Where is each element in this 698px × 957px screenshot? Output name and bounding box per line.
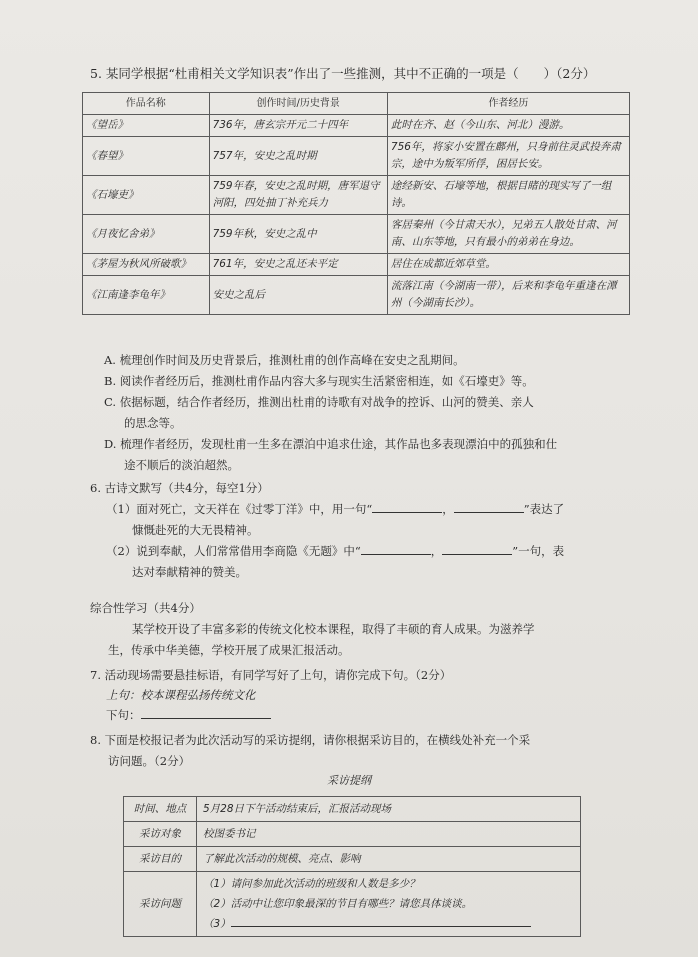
table-cell: 流落江南（今湖南一带），后来和李龟年重逢在潭州（今湖南长沙）。 <box>387 276 629 315</box>
interview-question: （1）请问参加此次活动的班级和人数是多少？ <box>203 878 420 890</box>
option-a: A. 梳理创作时间及历史背景后，推测杜甫的创作高峰在安史之乱期间。 <box>104 353 465 367</box>
table-cell: 居住在成都近郊草堂。 <box>387 254 629 276</box>
table-row <box>124 847 581 872</box>
questions-cell <box>197 872 581 937</box>
table-cell: 761年，安史之乱还未平定 <box>209 254 387 276</box>
separator: ， <box>430 544 443 558</box>
interview-outline-caption: 采访提纲 <box>327 774 371 787</box>
question-8-title-cont: 访问题。（2分） <box>108 754 191 768</box>
question-8 <box>90 730 650 772</box>
answer-blank[interactable] <box>141 706 271 719</box>
lower-label: 下句： <box>106 708 141 722</box>
section-intro-cont: 生，传承中华美德，学校开展了成果汇报活动。 <box>108 643 350 657</box>
table-cell: 途经新安、石壕等地，根据目睹的现实写了一组诗。 <box>387 176 629 215</box>
answer-blank[interactable] <box>231 914 531 927</box>
question-6-title: 6. 古诗文默写（共4分，每空1分） <box>90 481 269 495</box>
question-6-item-1 <box>90 499 650 520</box>
question-5-title: 5. 某同学根据“杜甫相关文学知识表”作出了一些推测，其中不正确的一项是（ ）（2分） <box>90 66 596 81</box>
table-row <box>83 276 630 315</box>
question-6 <box>90 478 650 583</box>
table-cell: 《茅屋为秋风所破歌》 <box>83 254 210 276</box>
table-cell: 《月夜忆舍弟》 <box>83 215 210 254</box>
row-key: 时间、地点 <box>124 797 197 822</box>
option-d: D. 梳理作者经历，发现杜甫一生多在漂泊中追求仕途，其作品也多表现漂泊中的孤独和仕 <box>104 437 558 451</box>
table-row <box>83 115 630 137</box>
du-fu-knowledge-table <box>82 92 630 315</box>
section-intro: 某学校开设了丰富多彩的传统文化校本课程，取得了丰硕的育人成果。为滋养学 <box>132 622 535 636</box>
table-cell: 《望岳》 <box>83 115 210 137</box>
comprehensive-study-section <box>90 598 650 661</box>
question-8-title: 8. 下面是校报记者为此次活动写的采访提纲，请你根据采访目的，在横线处补充一个采 <box>90 733 531 747</box>
interview-question: （2）活动中让您印象最深的节目有哪些？请您具体谈谈。 <box>203 898 473 910</box>
table-cell: 759年春，安史之乱时期，唐军退守河阳，四处抽丁补充兵力 <box>209 176 387 215</box>
row-value: 5月28日下午活动结束后，汇报活动现场 <box>197 797 581 822</box>
interview-outline-table <box>123 796 581 937</box>
table-cell: 此时在齐、赵（今山东、河北）漫游。 <box>387 115 629 137</box>
option-d-cont: 途不顺后的淡泊超然。 <box>124 458 239 472</box>
table-row <box>124 822 581 847</box>
option-c: C. 依据标题，结合作者经历，推测出杜甫的诗歌有对战争的控诉、山河的赞美、亲人 <box>104 395 534 409</box>
question-6-item-2 <box>90 541 650 562</box>
table-cell: 安史之乱后 <box>209 276 387 315</box>
lower-line <box>90 705 650 725</box>
table-header: 作品名称 <box>83 93 210 115</box>
table-row <box>83 137 630 176</box>
table-row <box>124 872 581 937</box>
table-row <box>83 254 630 276</box>
table-cell: 736年，唐玄宗开元二十四年 <box>209 115 387 137</box>
table-row <box>83 215 630 254</box>
row-value: 校图委书记 <box>197 822 581 847</box>
item-1-continuation: 慷慨赴死的大无畏精神。 <box>132 523 259 537</box>
answer-blank[interactable] <box>442 542 512 555</box>
section-title: 综合性学习（共4分） <box>90 601 201 615</box>
question-number: （3） <box>203 918 231 930</box>
item-2-text-end: ”一句，表 <box>512 544 565 558</box>
answer-blank[interactable] <box>361 542 431 555</box>
table-cell: 759年秋，安史之乱中 <box>209 215 387 254</box>
option-c-cont: 的思念等。 <box>124 416 182 430</box>
table-cell: 757年，安史之乱时期 <box>209 137 387 176</box>
answer-blank[interactable] <box>372 500 442 513</box>
item-1-text-end: ”表达了 <box>523 502 565 516</box>
table-cell: 客居秦州（今甘肃天水），兄弟五人散处甘肃、河南、山东等地，只有最小的弟弟在身边。 <box>387 215 629 254</box>
answer-blank[interactable] <box>454 500 524 513</box>
item-2-text: （2）说到奉献，人们常常借用李商隐《无题》中“ <box>106 544 361 558</box>
table-row <box>124 797 581 822</box>
table-cell: 《江南逢李龟年》 <box>83 276 210 315</box>
interview-question-blank <box>203 914 574 934</box>
row-key: 采访目的 <box>124 847 197 872</box>
upper-line: 上句：校本课程弘扬传统文化 <box>106 688 256 702</box>
table-cell: 756年，将家小安置在鄜州，只身前往灵武投奔肃宗，途中为叛军所俘，困居长安。 <box>387 137 629 176</box>
row-value: 了解此次活动的规模、亮点、影响 <box>197 847 581 872</box>
question-5-options <box>104 350 644 476</box>
table-header-row <box>83 93 630 115</box>
item-2-continuation: 达对奉献精神的赞美。 <box>132 565 247 579</box>
question-7 <box>90 665 650 725</box>
row-key: 采访问题 <box>124 872 197 937</box>
table-header: 创作时间/历史背景 <box>209 93 387 115</box>
table-row <box>83 176 630 215</box>
row-key: 采访对象 <box>124 822 197 847</box>
question-7-title: 7. 活动现场需要悬挂标语，有同学写好了上句，请你完成下句。（2分） <box>90 668 452 682</box>
table-cell: 《石壕吏》 <box>83 176 210 215</box>
table-cell: 《春望》 <box>83 137 210 176</box>
table-header: 作者经历 <box>387 93 629 115</box>
separator: ， <box>442 502 454 516</box>
item-1-text: （1）面对死亡，文天祥在《过零丁洋》中，用一句“ <box>106 502 373 516</box>
option-b: B. 阅读作者经历后，推测杜甫作品内容大多与现实生活紧密相连，如《石壕吏》等。 <box>104 374 534 388</box>
